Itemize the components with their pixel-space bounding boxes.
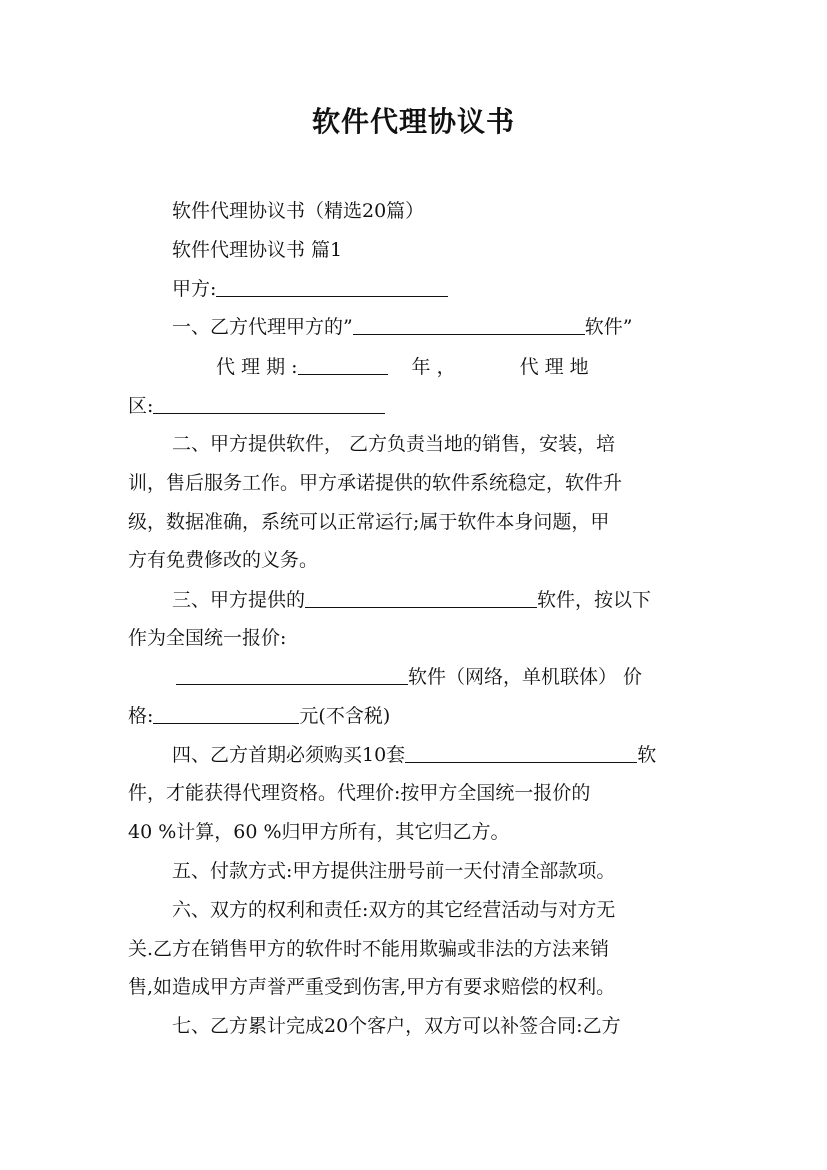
clause-3-line bbox=[128, 623, 286, 653]
clause-2-line bbox=[128, 545, 318, 575]
text: 软件代理协议书 篇1 bbox=[172, 239, 343, 261]
text: 软件代理协议书（精选20篇） bbox=[172, 200, 425, 222]
region-line bbox=[128, 391, 385, 421]
clause-7-line bbox=[172, 1011, 621, 1041]
period-blank bbox=[298, 354, 388, 375]
software-blank bbox=[305, 587, 537, 608]
party-a-blank bbox=[216, 276, 448, 297]
text: 训，售后服务工作。甲方承诺提供的软件系统稳定，软件升 bbox=[128, 472, 623, 494]
clause-2-line bbox=[128, 507, 609, 537]
software-blank bbox=[176, 664, 408, 685]
text: 软 bbox=[637, 744, 657, 766]
clause-1-line bbox=[172, 312, 632, 342]
text: 七、乙方累计完成20个客户，双方可以补签合同:乙方 bbox=[172, 1015, 621, 1037]
text: 件，才能获得代理资格。代理价:按甲方全国统一报价的 bbox=[128, 782, 591, 804]
text: 三、甲方提供的 bbox=[172, 589, 306, 611]
text: 软件（网络，单机联体） 价 bbox=[408, 666, 643, 688]
agency-period-line bbox=[216, 352, 589, 382]
clause-6-line bbox=[128, 972, 615, 1002]
subtitle-line bbox=[172, 196, 424, 226]
clause-2-line bbox=[128, 468, 622, 498]
text: 关.乙方在销售甲方的软件时不能用欺骗或非法的方法来销 bbox=[128, 938, 610, 960]
text: 五、付款方式:甲方提供注册号前一天付清全部款项。 bbox=[172, 860, 616, 882]
price-line bbox=[128, 701, 390, 731]
text: 年 ， bbox=[411, 356, 456, 378]
section-heading bbox=[172, 235, 342, 265]
text: 一、乙方代理甲方的” bbox=[172, 316, 353, 338]
text: 软件，按以下 bbox=[537, 589, 652, 611]
text: 级，数据准确，系统可以正常运行;属于软件本身问题，甲 bbox=[128, 511, 610, 533]
clause-6-line bbox=[172, 895, 615, 925]
text: 方有免费修改的义务。 bbox=[128, 549, 319, 571]
text: 格: bbox=[128, 705, 154, 727]
software-blank bbox=[405, 742, 637, 763]
clause-5-line bbox=[172, 856, 615, 886]
document-title: 软件代理协议书 bbox=[311, 105, 515, 138]
text: 四、乙方首期必须购买10套 bbox=[172, 744, 406, 766]
price-blank bbox=[153, 703, 299, 724]
software-name-blank bbox=[353, 314, 585, 335]
text: 二、甲方提供软件， 乙方负责当地的销售，安装，培 bbox=[172, 433, 616, 455]
text: 甲方: bbox=[172, 278, 217, 300]
clause-4-line bbox=[128, 778, 590, 808]
text: 元(不含税) bbox=[299, 705, 391, 727]
clause-6-line bbox=[128, 934, 609, 964]
price-line bbox=[176, 662, 642, 692]
clause-2-line bbox=[172, 429, 615, 459]
text: 作为全国统一报价: bbox=[128, 627, 287, 649]
text: 售,如造成甲方声誉严重受到伤害,甲方有要求赔偿的权利。 bbox=[128, 976, 616, 998]
text: 代 理 地 bbox=[519, 356, 589, 378]
text: 区: bbox=[128, 395, 154, 417]
region-blank bbox=[153, 393, 385, 414]
text: 代 理 期 : bbox=[216, 356, 298, 378]
clause-4-line bbox=[172, 740, 656, 770]
party-a-line bbox=[172, 274, 448, 304]
text: 软件” bbox=[584, 316, 633, 338]
clause-3-line bbox=[172, 585, 651, 615]
text: 40 %计算，60 %归甲方所有，其它归乙方。 bbox=[128, 821, 510, 843]
text: 六、双方的权利和责任:双方的其它经营活动与对方无 bbox=[172, 899, 616, 921]
clause-4-line bbox=[128, 817, 510, 847]
